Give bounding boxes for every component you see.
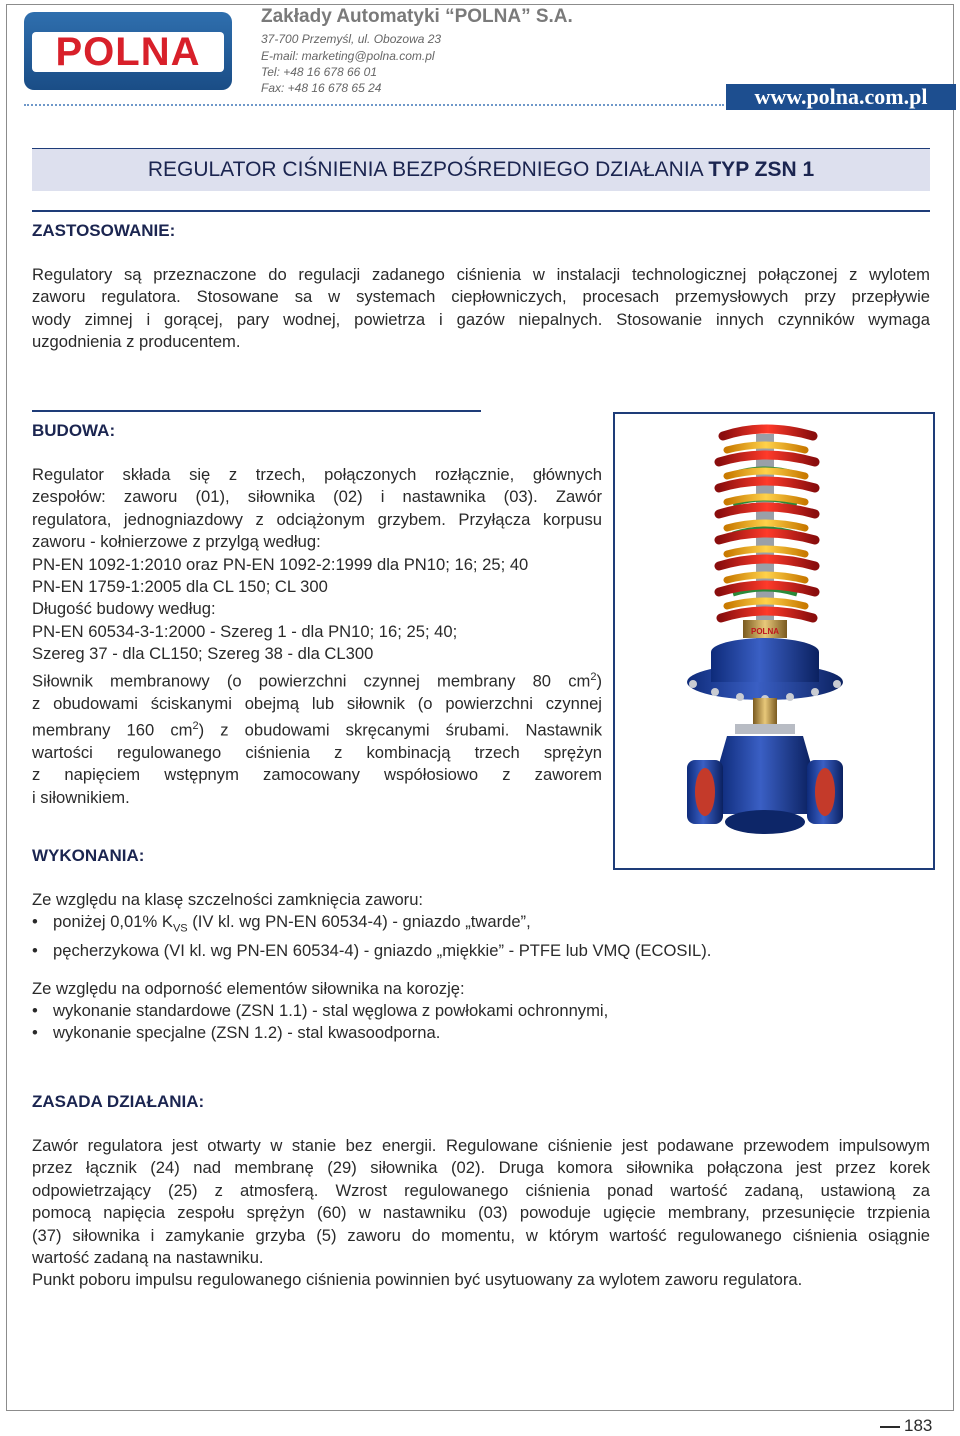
flange-right-face <box>815 768 835 816</box>
zastosowanie-line: uzgodnienia z producentem. <box>32 332 241 352</box>
page-number-value: 183 <box>904 1416 933 1435</box>
bullet: • <box>32 1001 38 1020</box>
budowa-line-12a: membrany 160 cm <box>32 720 193 740</box>
budowa-line <box>32 715 602 742</box>
yoke-plate <box>735 724 795 734</box>
budowa-line-10a: Siłownik membranowy (o powierzchni czynnej membrany 80 cm <box>32 671 591 691</box>
zastosowanie-line: wody zimnej i gorącej, pary wodnej, powietrza i gazów niepalnych. Stosowanie innych czynników wymaga <box>32 309 930 329</box>
list-item <box>32 940 711 962</box>
header-dotted-divider <box>24 104 724 106</box>
zasada-line: odpowietrzający (25) z atmosferą. Wzrost regulowanego ciśnienia ponad wartość zadaną, ustawioną za <box>32 1180 930 1200</box>
item-text: wykonanie standardowe (ZSN 1.1) - stal węglowa z powłokami ochronnymi, <box>53 1001 609 1020</box>
heading-wykonania: WYKONANIA: <box>32 846 145 865</box>
sub-vs: VS <box>172 922 188 935</box>
company-fax: Fax: +48 16 678 65 24 <box>261 81 382 95</box>
actuator-body <box>711 652 819 682</box>
zasada-line: pomocą napięcia zespołu sprężyn (60) w nastawniku (03) powoduje ugięcie membrany, przesunięcie trzpienia <box>32 1203 930 1223</box>
budowa-line: Szereg 37 - dla CL150; Szereg 38 - dla CL300 <box>32 644 374 664</box>
budowa-line-12b: ) z obudowami skręcanymi śrubami. Nastawnik <box>198 720 602 740</box>
title-band <box>32 149 930 191</box>
budowa-line: Długość budowy według: <box>32 599 216 619</box>
budowa-line: zespołów: zaworu (01), siłownika (02) i nastawnika (03). Zawór <box>32 487 602 507</box>
budowa-rule <box>32 410 481 412</box>
polna-logo <box>24 12 232 90</box>
budowa-line-10b: ) <box>596 671 602 691</box>
budowa-line: i siłownikiem. <box>32 787 130 807</box>
item-text: poniżej 0,01% K <box>53 912 173 931</box>
budowa-text <box>32 464 602 809</box>
zasada-line: przez łącznik (24) nad membranę (29) siłownika (02). Druga komora siłownika połączona jest przez korek <box>32 1158 930 1178</box>
flange-left-face <box>695 768 715 816</box>
company-email: E-mail: marketing@polna.com.pl <box>261 49 435 63</box>
budowa-line: zaworu - kołnierzowe z przylgą według: <box>32 532 321 552</box>
item-text: (IV kl. wg PN-EN 60534-4) - gniazdo „twarde”, <box>187 912 531 931</box>
page-number <box>880 1416 932 1436</box>
sup-2: 2 <box>192 720 199 732</box>
budowa-line: PN-EN 60534-3-1:2000 - Szereg 1 - dla PN10; 16; 25; 40; <box>32 621 458 641</box>
item-text: wykonanie specjalne (ZSN 1.2) - stal kwasoodporna. <box>53 1023 441 1043</box>
list-item <box>32 1022 608 1044</box>
title-main: REGULATOR CIŚNIENIA BEZPOŚREDNIEGO DZIAŁANIA <box>147 158 709 181</box>
wykonania-intro-2: Ze względu na odporność elementów siłownika na korozję: <box>32 979 465 998</box>
zasada-line: Zawór regulatora jest otwarty w stanie bez energii. Regulowane ciśnienie jest podawane przewodem impulsowym <box>32 1136 930 1155</box>
bullet: • <box>32 1023 38 1043</box>
budowa-line: Regulator składa się z trzech, połączonych rozłącznie, głównych <box>32 465 602 484</box>
valve-body <box>719 736 811 814</box>
zastosowanie-text <box>32 264 930 354</box>
company-name: Zakłady Automatyki “POLNA” S.A. <box>261 6 573 27</box>
valve-bottom <box>725 810 805 834</box>
wykonania-list-2 <box>32 1000 608 1045</box>
photo-label: POLNA <box>751 627 779 636</box>
zastosowanie-line: Regulatory są przeznaczone do regulacji zadanego ciśnienia w instalacji technologicznej połączonej z wylotem <box>32 265 930 284</box>
bullet: • <box>32 912 38 931</box>
list-item <box>32 911 711 940</box>
logo-text: POLNA <box>55 30 201 74</box>
budowa-line: PN-EN 1092-1:2010 oraz PN-EN 1092-2:1999 dla PN10; 16; 25; 40 <box>32 554 529 574</box>
brass-fitting <box>753 698 777 724</box>
title-bottom-rule <box>32 210 930 212</box>
page-number-dash <box>880 1426 900 1428</box>
company-address: 37-700 Przemyśl, ul. Obozowa 23 <box>261 32 442 46</box>
item-text: pęcherzykowa (VI kl. wg PN-EN 60534-4) - gniazdo „miękkie” - PTFE lub VMQ (ECOSIL). <box>53 940 712 960</box>
zasada-text <box>32 1135 930 1292</box>
budowa-line: PN-EN 1759-1:2005 dla CL 150; CL 300 <box>32 577 328 597</box>
budowa-line: z obudowami ściskanymi obejmą lub siłownik (o powierzchni czynnej <box>32 693 602 713</box>
zasada-line: (37) siłownika i zamykanie grzyba (5) zaworu do momentu, w którym wartość regulowanego ciśnienia osiągnie <box>32 1225 930 1245</box>
product-photo <box>613 412 935 870</box>
heading-zastosowanie: ZASTOSOWANIE: <box>32 221 176 240</box>
zasada-line: Punkt poboru impulsu regulowanego ciśnienia powinnien być usytuowany za wylotem zaworu regulatora. <box>32 1270 803 1290</box>
sup-2: 2 <box>590 670 597 683</box>
wykonania-intro-1: Ze względu na klasę szczelności zamknięcia zaworu: <box>32 890 424 909</box>
budowa-line: regulatora, jednogniazdowy z odciążonym grzybem. Przyłącza korpusu <box>32 509 602 529</box>
heading-budowa: BUDOWA: <box>32 421 116 440</box>
zastosowanie-line: zaworu regulatora. Stosowane sa w systemach ciepłowniczych, procesach przemysłowych przy przepływie <box>32 287 930 307</box>
regulator-illustration <box>615 414 933 868</box>
budowa-line <box>32 666 602 693</box>
bullet: • <box>32 940 38 960</box>
budowa-line: wartości regulowanego ciśnienia z kombinacją trzech sprężyn <box>32 742 602 762</box>
page-title <box>32 149 930 191</box>
website-link[interactable]: www.polna.com.pl <box>726 84 956 110</box>
heading-zasada: ZASADA DZIAŁANIA: <box>32 1092 205 1111</box>
wykonania-list-1 <box>32 911 711 962</box>
company-tel: Tel: +48 16 678 66 01 <box>261 65 377 79</box>
list-item <box>32 1000 608 1022</box>
budowa-line: z napięciem wstępnym zamocowany współosiowo z zaworem <box>32 765 602 785</box>
zasada-line: wartość zadaną na nastawniku. <box>32 1248 264 1268</box>
title-type: TYP ZSN 1 <box>708 158 815 181</box>
